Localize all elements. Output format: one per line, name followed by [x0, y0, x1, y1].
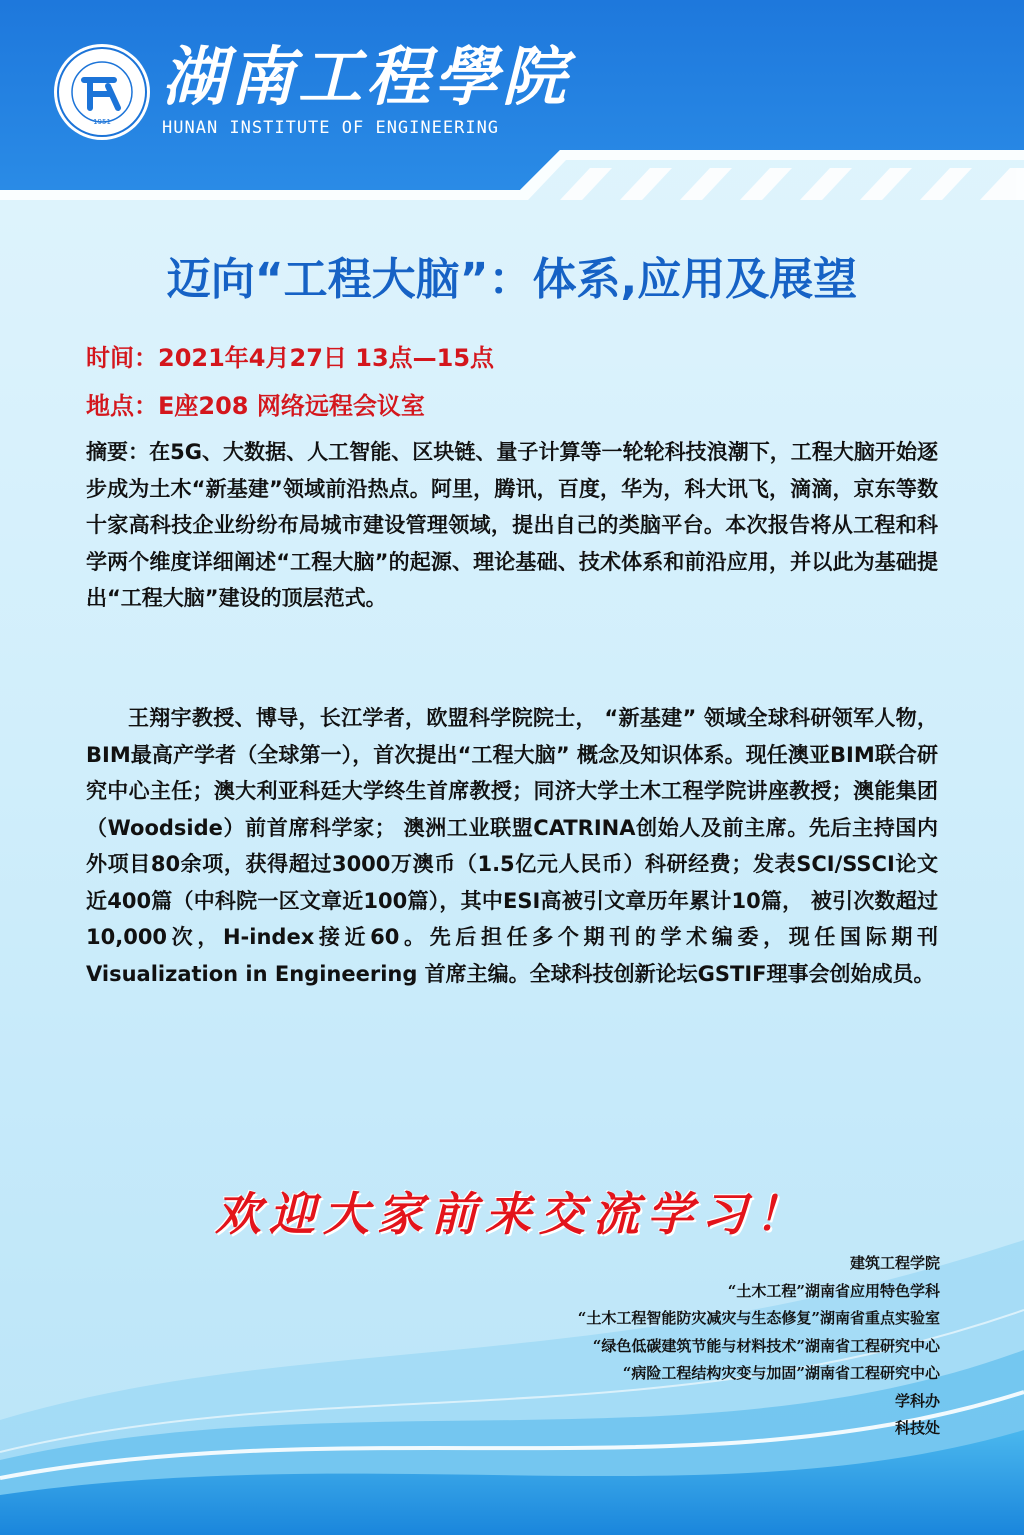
school-name-chinese: 湖南工程學院: [162, 40, 570, 115]
logo-year: 1951: [93, 118, 111, 126]
organizer-item: “绿色低碳建筑节能与材料技术”湖南省工程研究中心: [592, 1336, 940, 1355]
university-emblem-icon: [52, 42, 152, 142]
school-name-english: HUNAN INSTITUTE OF ENGINEERING: [162, 118, 500, 138]
event-place: 地点：E座208 网络远程会议室: [86, 392, 425, 420]
organizer-item: 建筑工程学院: [849, 1254, 940, 1272]
organizer-item: 学科办: [894, 1391, 940, 1410]
abstract-paragraph: 摘要：在5G、大数据、人工智能、区块链、量子计算等一轮轮科技浪潮下，工程大脑开始逐步成为土木“新基建”领域前沿热点。阿里，腾讯，百度，华为，科大讯飞，滴滴，京东等数十家高科技企业纷纷布局城市建设管理领域，提出自己的类脑平台。本次报告将从工程和科学两个维度详细阐述“工程大脑”的起源、理论基础、技术体系和前沿应用，并以此为基础提出“工程大脑”建设的顶层范式。: [86, 440, 938, 610]
event-time: 时间：2021年4月27日 13点—15点: [86, 344, 495, 372]
organizer-item: “病险工程结构灾变与加固”湖南省工程研究中心: [622, 1364, 940, 1382]
organizer-list: [578, 1250, 940, 1443]
speaker-bio-paragraph: 王翔宇教授、博导，长江学者，欧盟科学院院士， “新基建” 领域全球科研领军人物， BIM最高产学者（全球第一），首次提出“工程大脑” 概念及知识体系。现任澳亚BIM联合研究中心主任；澳大利亚科廷大学终生首席教授；同济大学土木工程学院讲座教授；澳能集团（Woodside）前首席科学家； 澳洲工业联盟CATRINA创始人及前主席。先后主持国内外项目80余项，获得超过3000万澳币（1.5亿元人民币）科研经费；发表SCI/SSCI论文近400篇（中科院一区文章近100篇），其中ESI高被引文章历年累计10篇， 被引次数超过10,000次，H-index接近60。先后担任多个期刊的学术编委，现任国际期刊Visualization in Engineering 首席主编。全球科技创新论坛GSTIF理事会创始成员。: [86, 706, 938, 986]
welcome-slogan: 欢迎大家前来交流学习！: [215, 1187, 809, 1241]
lecture-title: 迈向“工程大脑”：体系,应用及展望: [166, 254, 858, 305]
organizer-item: “土木工程”湖南省应用特色学科: [727, 1281, 940, 1300]
organizer-item: 科技处: [894, 1419, 940, 1437]
organizer-item: “土木工程智能防灾减灾与生态修复”湖南省重点实验室: [577, 1309, 940, 1327]
